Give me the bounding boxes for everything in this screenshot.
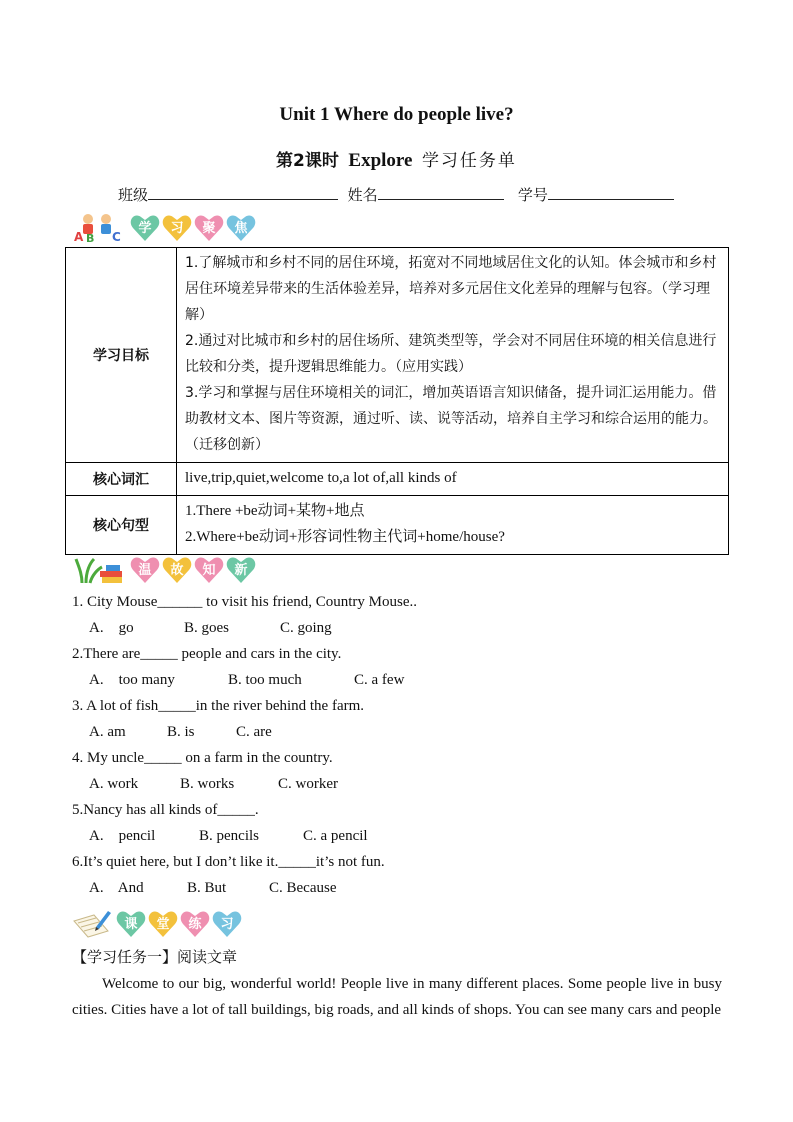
heart-icon: 练 (180, 910, 210, 938)
lesson-subtitle (0, 146, 793, 172)
question-1: 1. City Mouse______ to visit his friend, Country Mouse.. (72, 594, 417, 610)
heart-icon: 知 (194, 556, 224, 584)
question-6: 6.It’s quiet here, but I don’t like it._____it’s not fun. (72, 854, 385, 870)
goal-item: 2.通过对比城市和乡村的居住场所、建筑类型等，学会对不同居住环境的相关信息进行比较和分类，提升逻辑思维能力。（应用实践） (185, 333, 717, 375)
lesson-word: Explore (348, 150, 413, 171)
svg-text:C: C (112, 230, 121, 243)
question-3: 3. A lot of fish_____in the river behind the farm. (72, 698, 365, 714)
sentence-content: 1.There +be动词+某物+地点 2.Where+be动词+形容词性物主代词+home/house? (177, 496, 729, 555)
option-a[interactable]: A. go (89, 620, 134, 636)
question-5: 5.Nancy has all kinds of_____. (72, 802, 259, 818)
heart-icon: 习 (212, 910, 242, 938)
option-c[interactable]: C. Because (269, 880, 337, 896)
reading-passage: Welcome to our big, wonderful world! People live in many different places. Some people live in busy cities. Cities have a lot of tall buildings, big roads, and all kinds of shops. You can see many cars and people (72, 976, 722, 1018)
option-b[interactable]: B. goes (184, 620, 229, 636)
option-a[interactable]: A. And (89, 880, 144, 896)
option-b[interactable]: B. works (180, 776, 235, 792)
option-c[interactable]: C. are (236, 724, 272, 740)
option-c[interactable]: C. a few (354, 672, 405, 688)
heart-icon: 温 (130, 556, 160, 584)
option-b[interactable]: B. But (187, 880, 227, 896)
option-b[interactable]: B. is (167, 724, 195, 740)
goal-item: 1.了解城市和乡村不同的居住环境，拓宽对不同地域居住文化的认知。体会城市和乡村居住环境差异带来的生活体验差异，培养对多元居住文化差异的理解与包容。（学习理解） (185, 255, 717, 323)
heart-icon: 故 (162, 556, 192, 584)
svg-text:A: A (74, 230, 84, 243)
vocab-label: 核心词汇 (66, 463, 177, 496)
heart-icon: 堂 (148, 910, 178, 938)
options-3 (89, 724, 272, 741)
goals-label: 学习目标 (66, 248, 177, 463)
plant-books-icon (72, 555, 126, 585)
heart-icon: 学 (130, 214, 160, 242)
goals-content (177, 248, 729, 463)
task-one-heading: 【学习任务一】阅读文章 (72, 948, 238, 966)
option-b[interactable]: B. too much (228, 672, 302, 688)
svg-text:B: B (86, 232, 95, 243)
question-2: 2.There are_____ people and cars in the city. (72, 646, 342, 662)
sentence-label: 核心句型 (66, 496, 177, 555)
page-title: Unit 1 Where do people live? (279, 104, 514, 125)
goals-table (65, 247, 729, 555)
heart-icon: 新 (226, 556, 256, 584)
options-5 (89, 828, 368, 845)
name-blank[interactable] (378, 185, 504, 200)
heart-icon: 聚 (194, 214, 224, 242)
name-label: 姓名 (347, 186, 378, 204)
lesson-number: 第2课时 (276, 151, 339, 171)
options-4 (89, 776, 338, 793)
table-row (66, 496, 729, 555)
id-label: 学号 (517, 186, 548, 204)
heart-icon: 课 (116, 910, 146, 938)
options-2 (89, 672, 404, 689)
vocab-content: live,trip,quiet,welcome to,a lot of,all kinds of (177, 463, 729, 496)
options-6 (89, 880, 336, 897)
option-a[interactable]: A. pencil (89, 828, 156, 844)
option-a[interactable]: A. work (89, 776, 139, 792)
notebook-pencil-icon (72, 909, 112, 939)
option-c[interactable]: C. going (280, 620, 332, 636)
heart-icon: 焦 (226, 214, 256, 242)
goal-item: 3.学习和掌握与居住环境相关的词汇，增加英语语言知识储备，提升词汇运用能力。借助教材文本、图片等资源，通过听、读、说等活动，培养自主学习和综合运用的能力。（迁移创新） (185, 385, 717, 453)
lesson-task: 学习任务单 (421, 151, 517, 171)
table-row (66, 463, 729, 496)
option-c[interactable]: C. a pencil (303, 828, 368, 844)
options-1 (89, 620, 332, 637)
kids-abc-icon (72, 213, 126, 243)
option-a[interactable]: A. too many (89, 672, 175, 688)
option-c[interactable]: C. worker (278, 776, 338, 792)
banner-practice (72, 908, 244, 940)
banner-focus (72, 212, 258, 244)
option-a[interactable]: A. am (89, 724, 126, 740)
id-blank[interactable] (548, 185, 674, 200)
heart-icon: 习 (162, 214, 192, 242)
table-row (66, 248, 729, 463)
student-info-line (118, 184, 674, 205)
class-blank[interactable] (148, 185, 338, 200)
class-label: 班级 (118, 186, 149, 204)
option-b[interactable]: B. pencils (199, 828, 259, 844)
question-4: 4. My uncle_____ on a farm in the country. (72, 750, 333, 766)
banner-review (72, 554, 258, 586)
